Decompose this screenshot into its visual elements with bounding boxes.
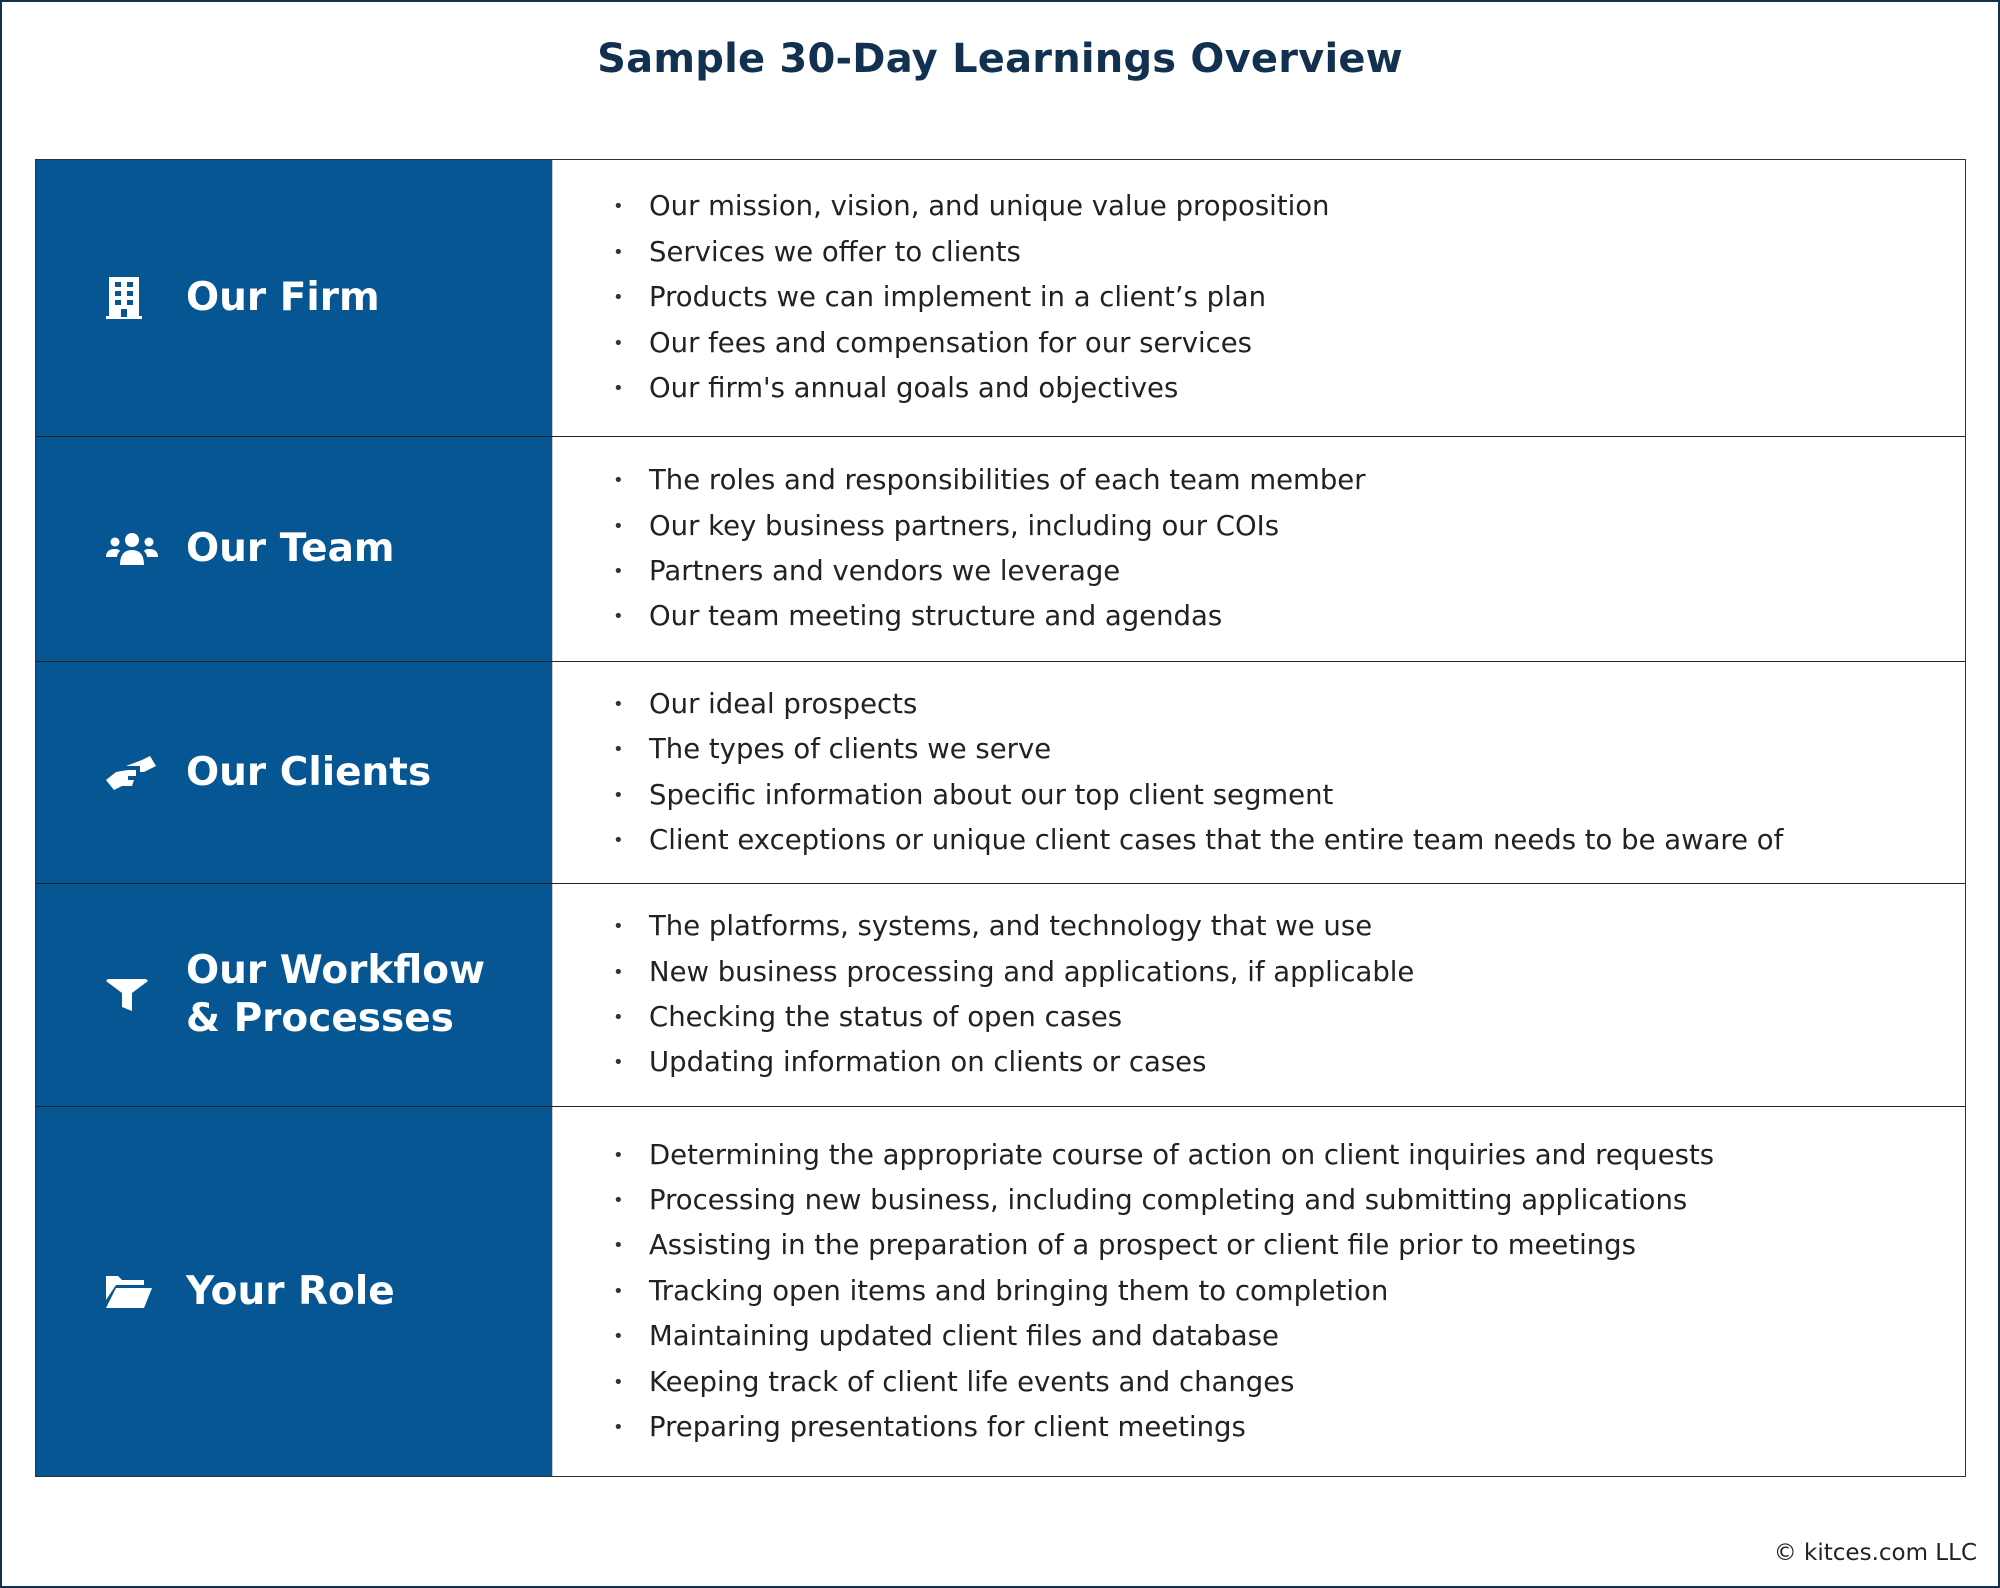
table-row-your-role — [36, 1106, 1965, 1476]
items-cell — [552, 662, 1965, 883]
list-item: • Products we can implement in a client’s plan — [613, 275, 1965, 320]
list-item: • Updating information on clients or cases — [613, 1040, 1965, 1085]
users-icon — [106, 527, 158, 571]
handshake-icon — [106, 751, 158, 795]
list-item: • Tracking open items and bringing them to completion — [613, 1269, 1965, 1314]
category-cell — [36, 160, 552, 436]
list-item: • Our team meeting structure and agendas — [613, 594, 1965, 639]
category-cell — [36, 662, 552, 883]
items-cell — [552, 160, 1965, 436]
list-item: • Maintaining updated client files and database — [613, 1314, 1965, 1359]
items-cell — [552, 437, 1965, 661]
items-cell — [552, 1107, 1965, 1476]
table-row-our-firm — [36, 160, 1965, 436]
list-item: • Assisting in the preparation of a prospect or client file prior to meetings — [613, 1223, 1965, 1268]
category-label: Your Role — [186, 1268, 395, 1314]
list-item: • Our ideal prospects — [613, 682, 1965, 727]
table-row-our-team — [36, 436, 1965, 661]
category-cell — [36, 437, 552, 661]
filter-icon — [106, 973, 158, 1017]
category-label: Our Firm — [186, 275, 380, 320]
list-item: • Our mission, vision, and unique value proposition — [613, 184, 1965, 229]
learnings-table — [35, 159, 1966, 1477]
list-item: • Checking the status of open cases — [613, 995, 1965, 1040]
category-label — [186, 947, 485, 1043]
list-item: • The roles and responsibilities of each team member — [613, 458, 1965, 503]
category-cell — [36, 1107, 552, 1476]
list-item: • Partners and vendors we leverage — [613, 549, 1965, 594]
list-item: • Our key business partners, including our COIs — [613, 504, 1965, 549]
category-label: Our Clients — [186, 749, 432, 795]
building-icon — [106, 276, 158, 320]
category-label-line2: & Processes — [186, 996, 454, 1041]
category-cell — [36, 884, 552, 1106]
list-item: • New business processing and applications, if applicable — [613, 950, 1965, 995]
list-item: • Our fees and compensation for our services — [613, 321, 1965, 366]
list-item: • Client exceptions or unique client cases that the entire team needs to be aware of — [613, 818, 1965, 863]
items-cell — [552, 884, 1965, 1106]
list-item: • Preparing presentations for client meetings — [613, 1405, 1965, 1450]
category-label: Our Team — [186, 526, 395, 571]
category-label-line1: Our Workflow — [186, 948, 486, 993]
list-item: • The types of clients we serve — [613, 727, 1965, 772]
list-item: • Determining the appropriate course of action on client inquiries and requests — [613, 1133, 1965, 1178]
list-item: • Our firm's annual goals and objectives — [613, 366, 1965, 411]
folder-open-icon — [106, 1270, 158, 1314]
copyright-footer: © kitces.com LLC — [1773, 1540, 1977, 1566]
table-row-our-workflow — [36, 883, 1965, 1106]
list-item: • The platforms, systems, and technology that we use — [613, 904, 1965, 949]
list-item: • Processing new business, including completing and submitting applications — [613, 1178, 1965, 1223]
list-item: • Specific information about our top client segment — [613, 773, 1965, 818]
list-item: • Keeping track of client life events and changes — [613, 1360, 1965, 1405]
table-row-our-clients — [36, 661, 1965, 883]
page-title: Sample 30-Day Learnings Overview — [597, 36, 1403, 82]
list-item: • Services we offer to clients — [613, 230, 1965, 275]
